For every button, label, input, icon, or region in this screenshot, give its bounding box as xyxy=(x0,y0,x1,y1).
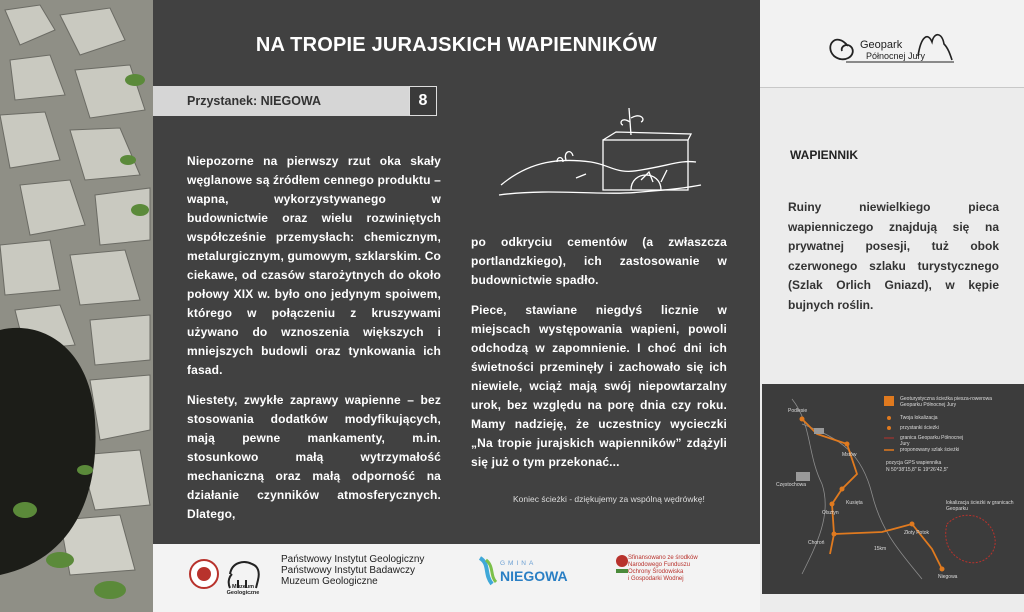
funding-text xyxy=(628,555,698,583)
nfosigw-logo-icon xyxy=(615,554,629,574)
rock-wall-illustration xyxy=(0,0,153,612)
pig-line: Muzeum Geologiczne xyxy=(281,576,378,587)
gmina-name: NIEGOWA xyxy=(500,568,568,584)
map-place: Kusięta xyxy=(846,500,863,506)
paragraph: Niestety, zwykłe zaprawy wapienne – bez stosowania dodatków modyfikujących, mają pewne mankamenty, m.in. stosunkowo małą wytrzymałość mechaniczną oraz małą odporność na działanie czynników atmosferycznych. Dlatego, xyxy=(187,393,441,521)
sidebar-title: WAPIENNIK xyxy=(790,148,859,162)
map-inset-label: lokalizacja ścieżki w granicach Geoparku xyxy=(946,500,1014,512)
map-legend-coords: N 50°38'15,8" E 19°26'42,5" xyxy=(886,467,949,473)
map-legend-item: Twoja lokalizacja xyxy=(900,415,938,421)
rock-wall-photo xyxy=(0,0,153,612)
route-map-drawing xyxy=(762,384,1024,594)
map-legend-item: granica Geoparku Północnej Jury xyxy=(900,435,964,447)
muzeum-label: Muzeum Geologiczne xyxy=(226,584,260,596)
paragraph: Niepozorne na pierwszy rzut oka skały węglanowe są źródłem cennego produktu – wapna, wykorzystywanego w budownictwie oraz wielu rozwiniętych współcześnie przemysłach: chemicznym, metalurgicznym, gumowym, szklarskim. Co ciekawe, od czasów starożytnych do około połowy XIX w. było ono jedynym spoiwem, którego w połączeniu z kruszywami używano do wznoszenia większych i mniejszych budowli oraz tynkowania ich fasad. xyxy=(187,154,441,377)
route-map xyxy=(762,384,1024,594)
text-column-left xyxy=(187,152,441,535)
pig-line: Państwowy Instytut Geologiczny xyxy=(281,554,425,565)
map-legend-gps: pozycja GPS wapiennika xyxy=(886,460,942,466)
main-panel xyxy=(153,0,760,544)
map-place: Olsztyn xyxy=(822,510,839,516)
map-place: Choroń xyxy=(808,540,825,546)
page-title: NA TROPIE JURAJSKICH WAPIENNIKÓW xyxy=(255,34,658,56)
map-place: Mstów xyxy=(842,452,857,458)
map-legend-item: przystanki ścieżki xyxy=(900,425,939,431)
map-place: Podlesie xyxy=(788,408,808,414)
paragraph: Piece, stawiane niegdyś licznie w miejscach występowania wapieni, powoli odchodzą w zapomnienie. I choć dni ich świetności przeminęły i zachowało się ich niewiele, wciąż mają swój niepowtarzalny urok, bez względu na porę dnia czy roku. Mamy nadzieję, że uczestnicy wycieczki „Na tropie jurajskich wapienników” zdążyli się już o tym przekonać... xyxy=(471,303,727,469)
geopark-logo xyxy=(826,26,956,68)
map-legend-item: proponowany szlak ścieżki xyxy=(900,447,960,453)
map-place: Częstochowa xyxy=(776,482,807,488)
map-legend-title: Geoturystyczna ścieżka piesza-rowerowa Geoparku Północnej Jury xyxy=(900,396,992,408)
text-column-right xyxy=(471,233,727,483)
map-scale: 15km xyxy=(874,546,887,552)
map-place: Złoty Potok xyxy=(904,530,930,536)
logo-text-geopark: Geopark xyxy=(860,39,903,51)
sponsor-footer xyxy=(153,544,760,612)
stop-label: Przystanek: NIEGOWA xyxy=(187,94,322,108)
sidebar-text: Ruiny niewielkiego pieca wapienniczego znajdują się na prywatnej posesji, tuż obok czerwonego szlaku turystycznego (Szlak Orlich Gniazd), w kępie bujnych roślin. xyxy=(788,200,999,312)
gmina-logo-icon xyxy=(476,554,498,588)
kiln-sketch-illustration xyxy=(491,100,711,210)
funding-line: Sfinansowano ze środków xyxy=(628,555,698,561)
geopark-logo-area xyxy=(760,0,1024,88)
funding-line: Narodowego Funduszu xyxy=(628,562,691,568)
map-place: Niegowa xyxy=(938,574,958,580)
pig-line: Państwowy Instytut Badawczy xyxy=(281,565,415,576)
pig-text xyxy=(281,554,424,587)
funding-line: i Gospodarki Wodnej xyxy=(628,576,684,582)
gmina-small-label: GMINA xyxy=(500,560,537,567)
stop-number: 8 xyxy=(409,86,437,116)
paragraph: po odkryciu cementów (a zwłaszcza portlandzkiego), ich zastosowanie w budownictwie spadło. xyxy=(471,235,727,287)
funding-line: Ochrony Środowiska xyxy=(628,569,684,575)
logo-text-jura: Północnej Jury xyxy=(866,51,926,61)
end-note: Koniec ścieżki - dziękujemy za wspólną wędrówkę! xyxy=(513,494,705,504)
stop-bar xyxy=(153,86,409,116)
